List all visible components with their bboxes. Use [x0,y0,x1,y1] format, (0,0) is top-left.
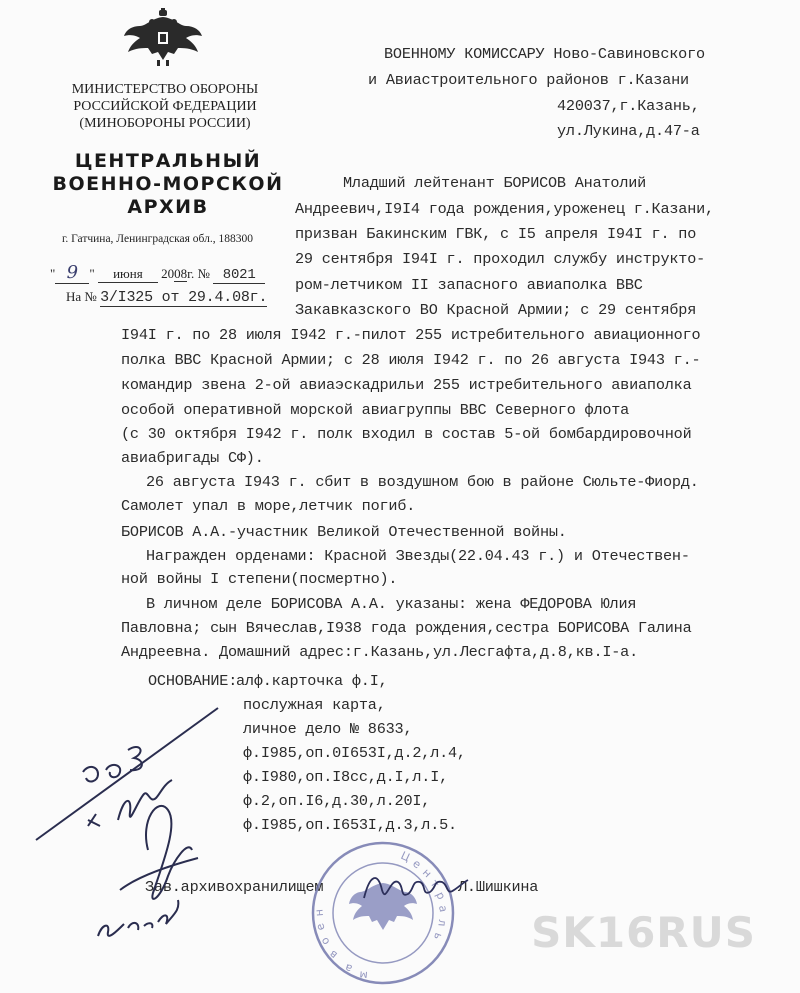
reference-line [66,289,267,306]
double-headed-eagle-emblem [122,8,204,68]
body-line: ром-летчиком II запасного авиаполка ВВС [295,276,643,294]
ministry-line: РОССИЙСКОЙ ФЕДЕРАЦИИ [73,99,257,114]
svg-text:в: в [326,947,340,962]
basis-item: ф.I980,оп.I8сс,д.I,л.I, [243,768,449,786]
body-line: ной войны I степени(посмертно). [121,570,398,588]
body-line: особой оперативной морской авиагруппы ВВС Северного флота [121,401,630,419]
archive-address: г. Гатчина, Ленинградская обл., 188300 [62,233,253,245]
recipient-line: 420037,г.Казань, [557,97,700,115]
basis-item: ф.I985,оп.0I653I,д.2,л.4, [243,744,466,762]
body-line: БОРИСОВ А.А.-участник Великой Отечественной войны. [121,523,567,541]
signature-scribble [360,865,470,908]
svg-text:е: е [410,856,424,872]
svg-text:н: н [312,908,326,917]
svg-text:т: т [427,877,442,890]
svg-text:н: н [419,865,435,881]
reg-number: 8021 [213,267,265,284]
ref-number: 3/I325 от 29.4.08г. [100,289,268,306]
ministry-line: (МИНОБОРОНЫ РОССИИ) [79,116,251,131]
basis-item: послужная карта, [243,696,386,714]
svg-text:а: а [343,960,355,976]
registration-line: " 9 " июня 2008г. № 8021 [50,262,265,284]
recipient-line: ВОЕННОМУ КОМИССАРУ Ново-Савиновского [384,45,705,63]
reg-year: 08 [174,266,188,281]
recipient-line: и Авиастроительного районов г.Казани [368,71,689,89]
svg-text:ь: ь [430,930,446,942]
body-line: 26 августа I943 г. сбит в воздушном бою в районе Сюльте-Фиорд. [146,473,699,491]
body-line: авиабригады СФ). [121,449,264,467]
reg-year-suffix: г. № [187,266,210,281]
basis-item: личное дело № 8633, [243,720,413,738]
body-line: Андреевич,I9I4 года рождения,уроженец г.Казани, [295,200,714,218]
body-line: В личном деле БОРИСОВА А.А. указаны: жена ФЕДОРОВА Юлия [146,595,637,613]
body-line: Награжден орденами: Красной Звезды(22.04.43 г.) и Отечествен- [146,547,690,565]
body-line: 29 сентября I94I г. проходил службу инструкто- [295,250,706,268]
basis-item: алф.карточка ф.I, [236,672,388,690]
body-line: полка ВВС Красной Армии; с 28 июля I942 г. по 26 августа I943 г.- [121,351,701,369]
body-line: Павловна; сын Вячеслав,I938 года рождения,сестра БОРИСОВА Галина [121,619,692,637]
body-line: призван Бакинским ГВК, с I5 апреля I94I г. по [295,225,697,243]
basis-item: ф.2,оп.I6,д.30,л.20I, [243,792,431,810]
svg-text:е: е [313,921,328,933]
ministry-header [60,81,270,132]
svg-text:м: м [358,968,369,982]
archive-seal-stamp [308,838,458,988]
watermark: SK16RUS [531,908,756,957]
basis-label: ОСНОВАНИЕ: [148,672,238,690]
body-line: Закавказского ВО Красной Армии; с 29 сентября [295,301,697,319]
reg-year-prefix: 20 [161,266,175,281]
archive-title [48,150,288,219]
signature-title: Зав.архивохранилищем [145,878,324,896]
body-line: I94I г. по 28 июля I942 г.-пилот 255 истребительного авиационного [121,326,701,344]
recipient-line: ул.Лукина,д.47-а [557,122,700,140]
reg-month: июня [98,266,158,283]
reg-day: 9 [55,262,89,284]
svg-text:р: р [433,889,449,902]
archive-line: ВОЕННО-МОРСКОЙ [52,173,284,195]
body-line: Младший лейтенант БОРИСОВ Анатолий [343,174,647,192]
handwritten-annotation [28,700,278,950]
body-line: Андреевна. Домашний адрес:г.Казань,ул.Лесгафта,д.8,кв.I-а. [121,643,639,661]
svg-text:л: л [435,918,449,927]
signature-name: Л.Шишкина [458,878,539,896]
body-line: (с 30 октября I942 г. полк входил в состав 5-ой бомбардировочной [121,425,692,443]
basis-item: ф.I985,оп.I653I,д.3,л.5. [243,816,457,834]
archive-line: ЦЕНТРАЛЬНЫЙ [74,150,262,172]
ref-prefix: На № [66,289,97,304]
svg-text:о: о [317,934,333,948]
svg-text:Ц: Ц [398,848,412,865]
body-line: командир звена 2-ой авиаэскадрильи 255 истребительного авиаполка [121,376,692,394]
archive-line: АРХИВ [127,196,209,218]
body-line: Самолет упал в море,летчик погиб. [121,497,416,515]
ministry-line: МИНИСТЕРСТВО ОБОРОНЫ [71,82,259,97]
svg-text:а: а [436,904,451,914]
